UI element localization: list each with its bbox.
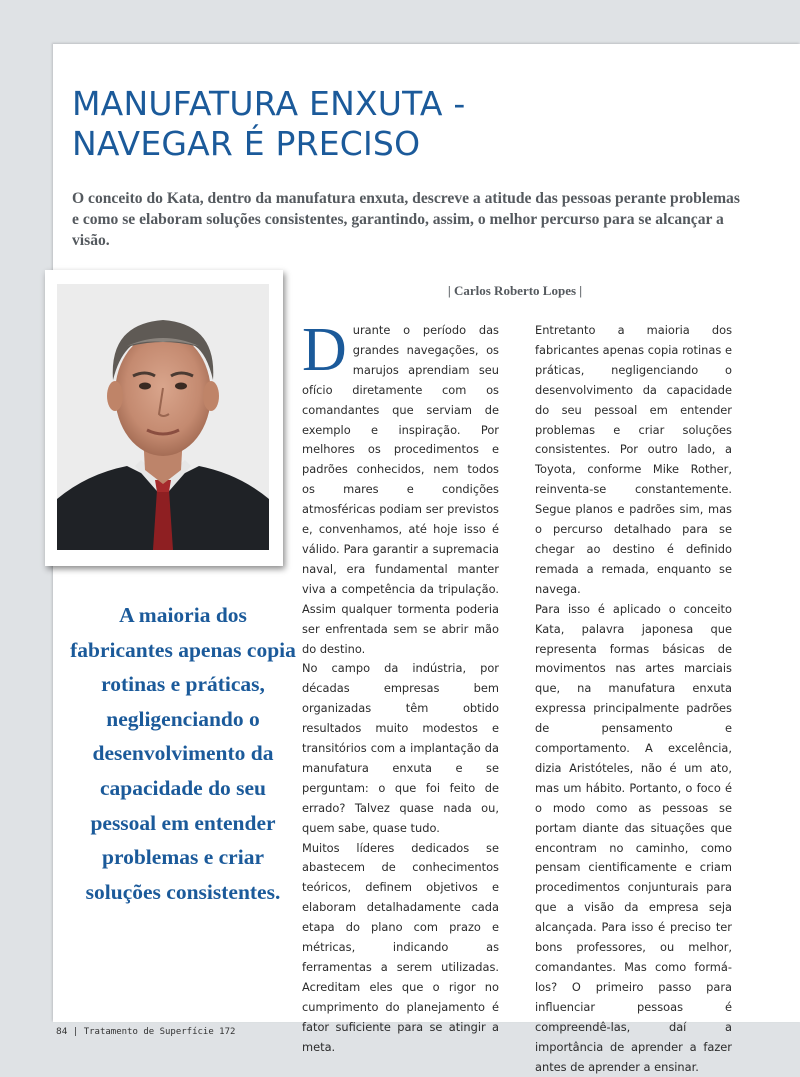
page-number: 84 xyxy=(56,1027,68,1037)
column-1-paragraph-1-text: urante o período das grandes navegações, os marujos aprendiam seu ofício diretamente com os comandantes que serviam de exemplo e inspiração. Por melhores os procedimentos e padrões conhecidos, nem todos os mares e condições atmosféricas podiam ser previstos e, convenhamos, até hoje isso é válido. Para garantir a supremacia naval, era fundamental manter viva a competência da tripulação. Assim qualquer tormenta poderia ser enfrentada sem se abrir mão do destino. xyxy=(302,323,499,656)
article-title xyxy=(72,84,772,164)
author-portrait-illustration xyxy=(57,284,269,550)
column-1-paragraph-2: No campo da indústria, por décadas empresas bem organizadas têm obtido resultados muito modestos e transitórios com a implantação da manufatura enxuta e se perguntam: o que foi feito de errado? Talvez quase nada ou, quem sabe, quase tudo. xyxy=(302,661,499,835)
publication-name: | Tratamento de Superfície 172 xyxy=(72,1027,236,1037)
article-title-line-2: NAVEGAR É PRECISO xyxy=(72,124,421,163)
author-photo xyxy=(57,284,269,550)
column-2-paragraph-1: Entretanto a maioria dos fabricantes apenas copia rotinas e práticas, negligenciando o desenvolvimento da capacidade do seu pessoal em entender problemas e criar soluções consistentes. Por outro lado, a Toyota, conforme Mike Rother, reinventa-se constantemente. Segue planos e padrões sim, mas o percurso detalhado para se chegar ao destino é definido remada a remada, enquanto se navega. xyxy=(535,323,732,596)
article-column-1 xyxy=(302,316,499,1058)
pull-quote: A maioria dos fabricantes apenas copia rotinas e práticas, negligenciando o desenvolvimento da capacidade do seu pessoal em entender problemas e criar soluções consistentes. xyxy=(70,603,296,904)
author-byline: | Carlos Roberto Lopes | xyxy=(447,283,583,298)
article-lead: O conceito do Kata, dentro da manufatura enxuta, descreve a atitude das pessoas perante problemas e como se elaboram soluções consistentes, garantindo, assim, o melhor percurso para se alcançar a visão. xyxy=(72,190,740,249)
column-1-paragraph-3: Muitos líderes dedicados se abastecem de conhecimentos teóricos, definem objetivos e elaboram detalhadamente cada etapa do plano com prazo e métricas, indicando as ferramentas a serem utilizadas. Acreditam eles que o rigor no cumprimento do planejamento é fator suficiente para se atingir a meta. xyxy=(302,840,499,1054)
column-2-paragraph-2: Para isso é aplicado o conceito Kata, palavra japonesa que representa formas básicas de movimentos nas artes marciais que, na manufatura enxuta expressa principalmente padrões de pensamento e comportamento. A excelência, dizia Aristóteles, não é um ato, mas um hábito. Portanto, o foco é o modo como as pessoas se portam diante das situações que encontram no caminho, como pensam cientificamente e criam procedimentos conjunturais para que a visão da empresa seja alcançada. Para isso é preciso ter bons professores, ou melhor, comandantes. Mas como formá-los? O primeiro passo para influenciar pessoas é compreendê-las, daí a importância de aprender a fazer antes de aprender a ensinar. xyxy=(535,601,732,1074)
article-column-2 xyxy=(535,321,732,1077)
column-1-paragraph-1 xyxy=(302,316,499,659)
author-photo-frame xyxy=(45,270,283,566)
drop-cap: D xyxy=(302,316,347,384)
page-footer xyxy=(56,1025,456,1039)
article-title-line-1: MANUFATURA ENXUTA - xyxy=(72,84,466,123)
